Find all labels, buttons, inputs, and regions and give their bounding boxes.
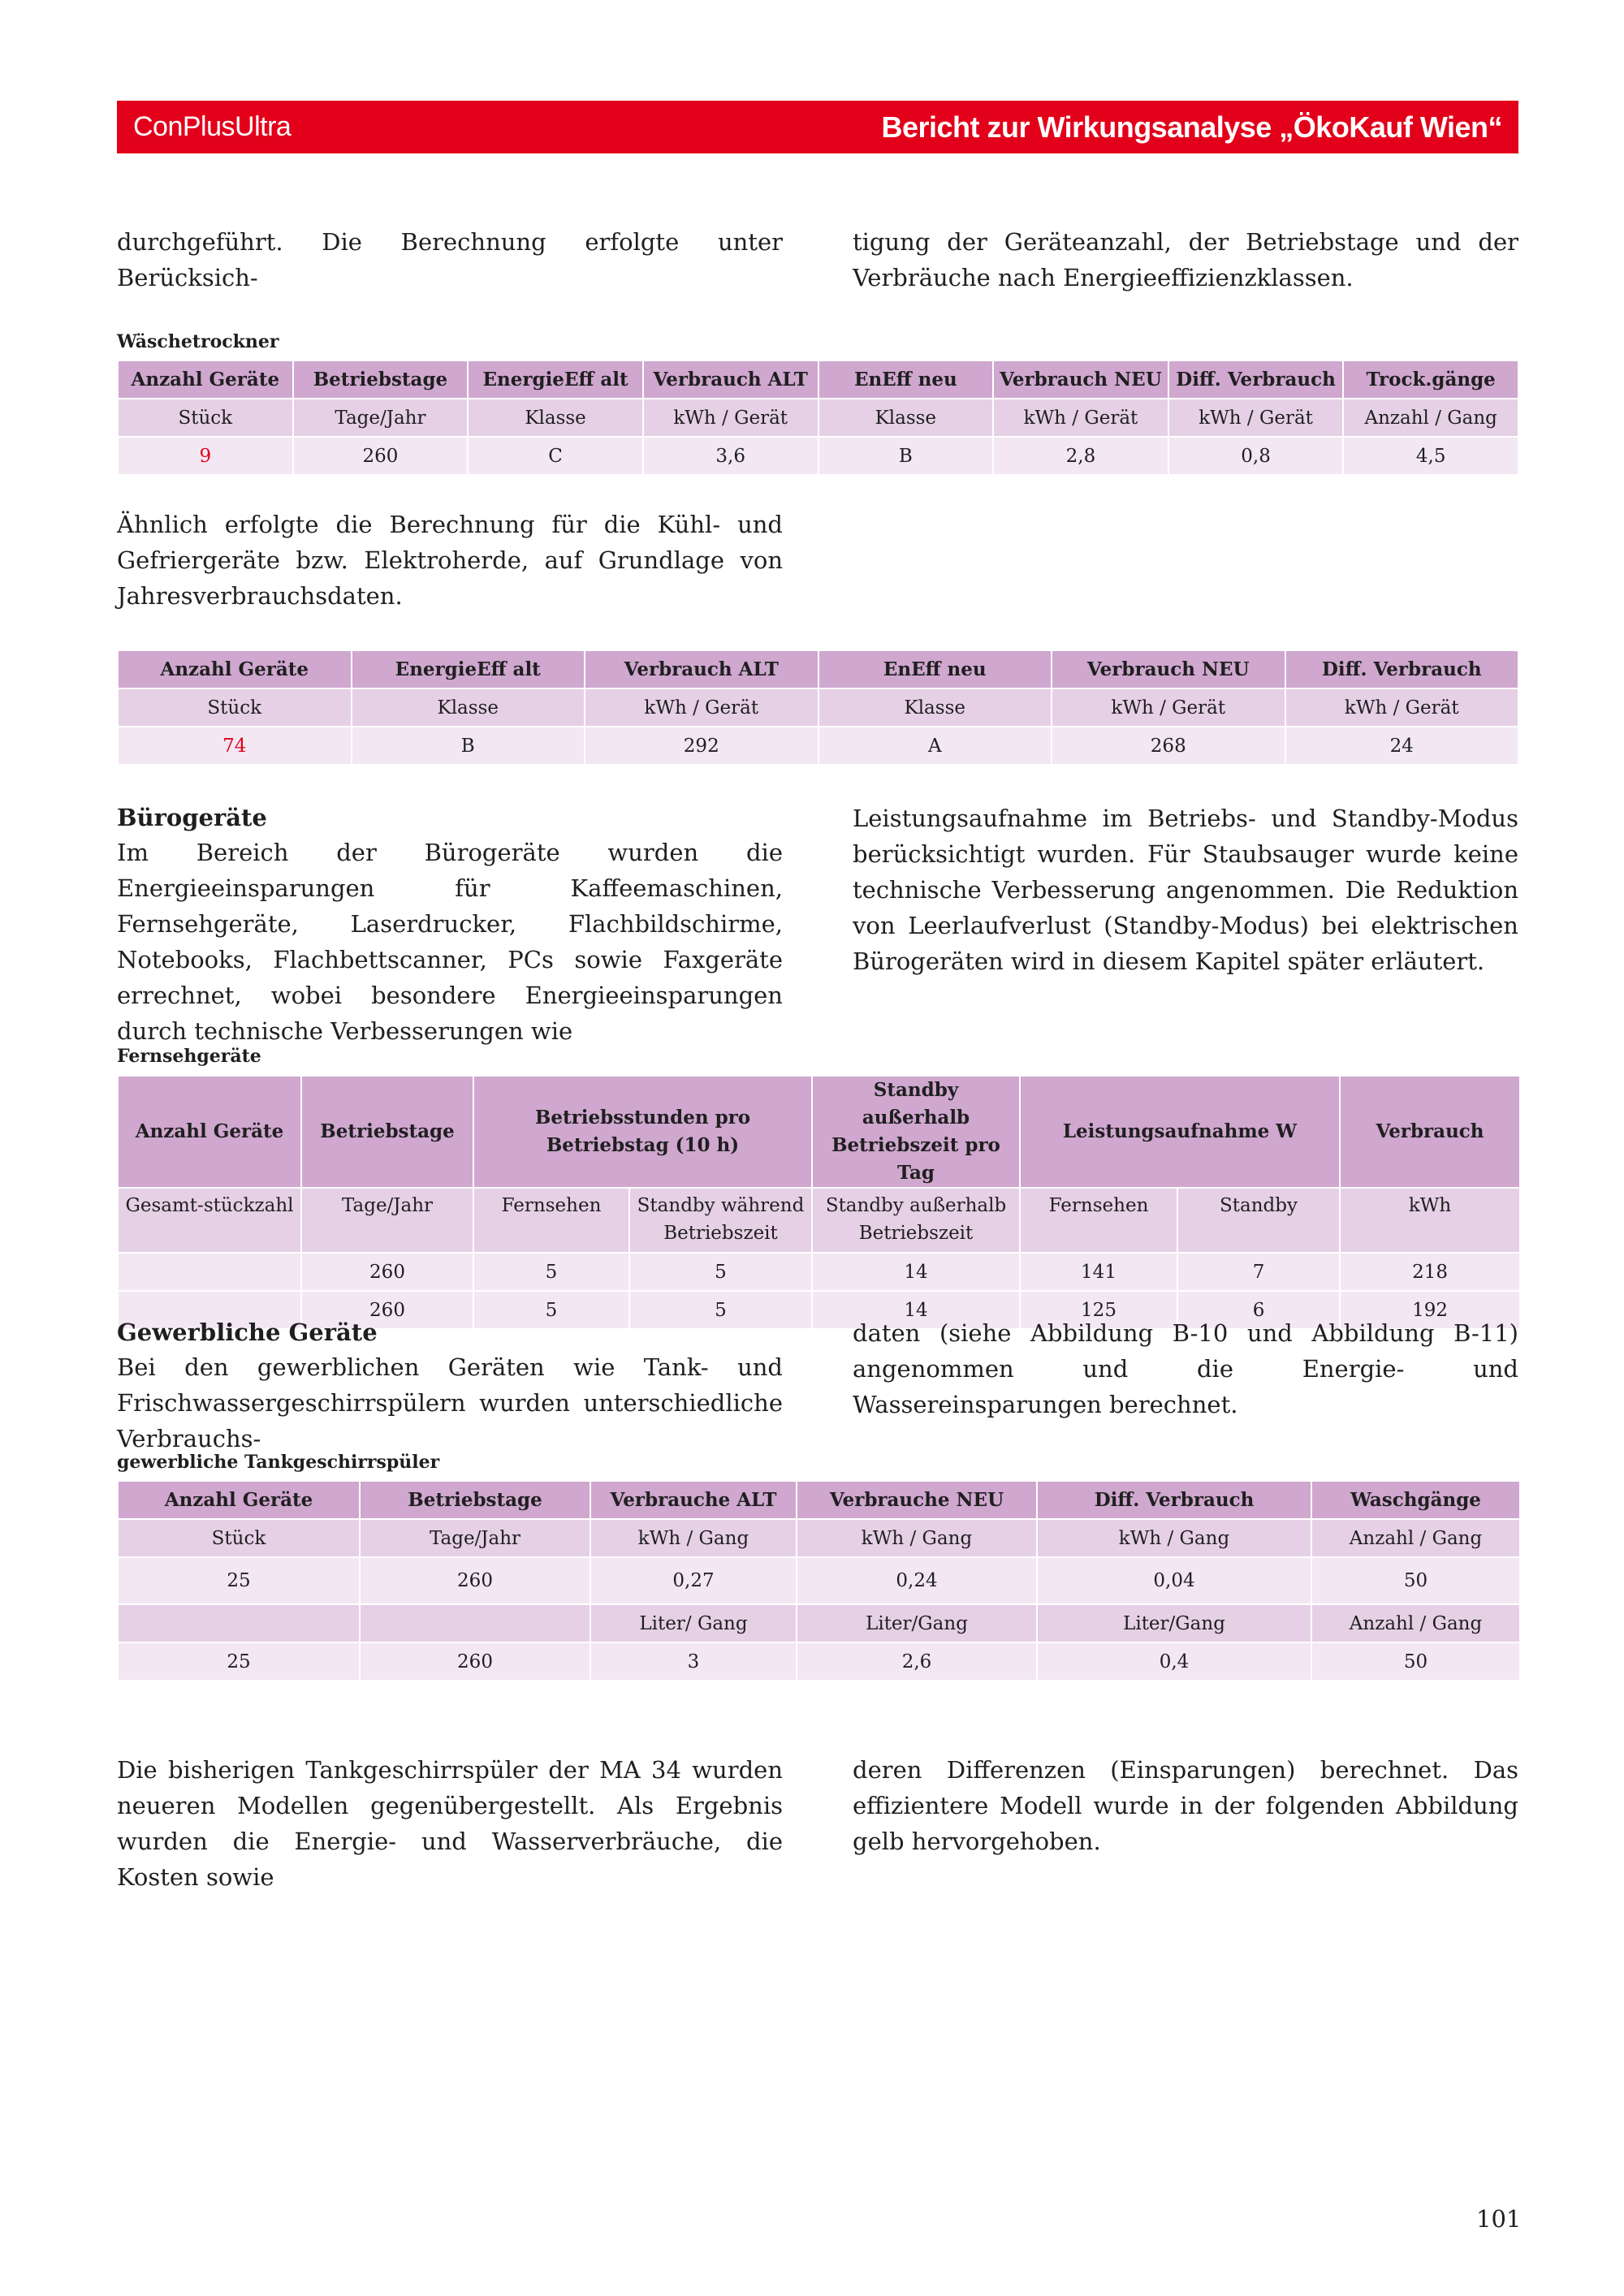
table-header: Verbrauch NEU [993,360,1168,399]
table-cell: Fernsehen [1020,1188,1177,1253]
table-cell: 7 [1177,1253,1340,1291]
table-header: Verbrauche ALT [590,1481,797,1519]
table-cell: Anzahl / Gang [1311,1519,1520,1557]
table-cell: Tage/Jahr [301,1188,473,1253]
table-kuehlgeraete [117,650,1519,766]
table-cell: Liter/Gang [1037,1604,1311,1642]
table-cell: 141 [1020,1253,1177,1291]
table-row [118,1557,1520,1604]
table-tankgeschirrspueler [117,1480,1521,1681]
table-cell: kWh / Gang [797,1519,1037,1557]
table-cell: Liter/ Gang [590,1604,797,1642]
table-cell: 3,6 [643,437,818,475]
table-cell: Stück [118,1519,360,1557]
intro-left-text: durchgeführt. Die Berechnung erfolgte unter Berücksich- [117,228,783,291]
table-cell: kWh / Gang [1037,1519,1311,1557]
table-row [118,1519,1520,1557]
table-cell: kWh / Gang [590,1519,797,1557]
table-cell: 260 [301,1291,473,1329]
table-cell: Anzahl / Gang [1311,1604,1520,1642]
closing-columns [117,1752,1518,1895]
kuehl-paragraph: Ähnlich erfolgte die Berechnung für die Kühl- und Gefriergeräte bzw. Elektroherde, auf Grundlage von Jahresverbrauchsdaten. [117,511,783,610]
table-row [118,399,1518,437]
table-cell: kWh / Gerät [643,399,818,437]
table-cell: Klasse [468,399,643,437]
table-header: Diff. Verbrauch [1168,360,1344,399]
table-cell: 5 [629,1253,812,1291]
table-cell: 125 [1020,1291,1177,1329]
buero-columns [117,801,1518,1049]
table-cell: 50 [1311,1557,1520,1604]
table-cell: 292 [585,727,818,765]
table-cell: 6 [1177,1291,1340,1329]
table-caption-fernsehgeraete: Fernsehgeräte [117,1046,261,1067]
table-row [118,1253,1520,1291]
table-cell: 0,8 [1168,437,1344,475]
section-heading-gewerblich: Gewerbliche Geräte [117,1318,378,1346]
table-cell: Klasse [818,399,994,437]
table-cell: 9 [118,437,293,475]
table-row [118,1188,1520,1253]
table-cell: B [352,727,585,765]
table-cell: 2,8 [993,437,1168,475]
kuehl-columns [117,507,1518,614]
table-row [118,727,1518,765]
table-header: EnergieEff alt [468,360,643,399]
table-header: Anzahl Geräte [118,360,293,399]
table-cell: 14 [812,1253,1020,1291]
table-cell: kWh / Gerät [1168,399,1344,437]
table-cell: Fernsehen [473,1188,629,1253]
table-cell: 74 [118,727,352,765]
table-cell: Standby während Betriebszeit [629,1188,812,1253]
section-heading-buero: Bürogeräte [117,804,267,831]
table-cell: Liter/Gang [797,1604,1037,1642]
table-cell: Standby [1177,1188,1340,1253]
table-cell: 192 [1340,1291,1520,1329]
table-cell: 218 [1340,1253,1520,1291]
buero-right-text: Leistungsaufnahme im Betriebs- und Standby-Modus berücksichtigt wurden. Für Staubsauger wurde keine technische Verbesserung angenommen. Die Reduktion von Leerlaufverlust (Standby-Modus) bei elektrischen Bürogeräten wird in diesem Kapitel später erläutert. [853,805,1518,975]
table-cell: kWh / Gerät [1285,688,1519,727]
table-cell: 268 [1052,727,1285,765]
table-cell: Klasse [352,688,585,727]
report-title: Bericht zur Wirkungsanalyse „ÖkoKauf Wien“ [881,110,1502,144]
table-cell: 5 [473,1291,629,1329]
table-cell: C [468,437,643,475]
table-cell: kWh / Gerät [585,688,818,727]
table-cell: Gesamt-stückzahl [118,1188,301,1253]
table-cell: 260 [293,437,469,475]
table-cell [118,1604,360,1642]
table-cell: Standby außerhalb Betriebszeit [812,1188,1020,1253]
table-caption-waeschetrockner: Wäschetrockner [117,331,279,352]
table-header: Anzahl Geräte [118,1481,360,1519]
gewerblich-right-text: daten (siehe Abbildung B-10 und Abbildung B-11) angenommen und die Energie- und Wassereinsparungen berechnet. [853,1319,1518,1418]
table-cell: 14 [812,1291,1020,1329]
table-cell: 0,04 [1037,1557,1311,1604]
table-cell: 25 [118,1557,360,1604]
buero-left-text: Im Bereich der Bürogeräte wurden die Energieeinsparungen für Kaffeemaschinen, Fernsehgeräte, Laserdrucker, Flachbildschirme, Notebooks, Flachbettscanner, PCs sowie Faxgeräte errechnet, wobei besondere Energieeinsparungen durch technische Verbesserungen wie [117,839,783,1045]
table-cell: kWh / Gerät [993,399,1168,437]
table-cell: 3 [590,1642,797,1681]
table-header: Standby außerhalb Betriebszeit pro Tag [812,1076,1020,1188]
table-cell: Stück [118,688,352,727]
table-row [118,1642,1520,1681]
table-cell [360,1604,590,1642]
table-header: Diff. Verbrauch [1285,650,1519,688]
intro-columns [117,224,1518,296]
table-waeschetrockner [117,360,1519,476]
gewerblich-columns [117,1315,1518,1457]
gewerblich-left-text: Bei den gewerblichen Geräten wie Tank- und Frischwassergeschirrspülern wurden unterschiedliche Verbrauchs- [117,1353,783,1452]
table-row [118,437,1518,475]
table-caption-tankgeschirrspueler: gewerbliche Tankgeschirrspüler [117,1452,440,1473]
table-cell: 260 [360,1557,590,1604]
table-row [118,1604,1520,1642]
table-header: Verbrauch NEU [1052,650,1285,688]
table-header: Diff. Verbrauch [1037,1481,1311,1519]
table-cell: Tage/Jahr [360,1519,590,1557]
table-cell: Klasse [818,688,1052,727]
table-cell: 0,4 [1037,1642,1311,1681]
brand-name: ConPlusUltra [133,111,292,142]
table-header: Betriebstage [293,360,469,399]
table-header: Anzahl Geräte [118,650,352,688]
table-header: Anzahl Geräte [118,1076,301,1188]
table-header: EnEff neu [818,360,994,399]
table-cell: kWh [1340,1188,1520,1253]
table-cell: B [818,437,994,475]
page-header [117,101,1518,153]
table-cell: 4,5 [1343,437,1518,475]
table-header: Verbrauche NEU [797,1481,1037,1519]
table-header: Betriebsstunden pro Betriebstag (10 h) [473,1076,812,1188]
table-header: Verbrauch [1340,1076,1520,1188]
table-cell: kWh / Gerät [1052,688,1285,727]
table-cell: Tage/Jahr [293,399,469,437]
table-cell: 260 [301,1253,473,1291]
table-cell: 24 [1285,727,1519,765]
table-cell: 25 [118,1642,360,1681]
table-header: Verbrauch ALT [585,650,818,688]
page-number: 101 [1476,2205,1522,2233]
table-header: Betriebstage [301,1076,473,1188]
table-header: Verbrauch ALT [643,360,818,399]
table-cell: 50 [1311,1642,1520,1681]
table-row [118,688,1518,727]
table-header: Leistungsaufnahme W [1020,1076,1340,1188]
table-cell: 260 [360,1642,590,1681]
table-cell: 2,6 [797,1642,1037,1681]
intro-right-text: tigung der Geräteanzahl, der Betriebstage und der Verbräuche nach Energieeffizienzklassen. [853,228,1518,291]
table-fernsehgeraete [117,1075,1521,1330]
table-cell: Anzahl / Gang [1343,399,1518,437]
table-header: Waschgänge [1311,1481,1520,1519]
table-header: Betriebstage [360,1481,590,1519]
table-cell [118,1253,301,1291]
table-cell: 0,24 [797,1557,1037,1604]
table-cell: 5 [629,1291,812,1329]
table-cell: 0,27 [590,1557,797,1604]
table-header: EnergieEff alt [352,650,585,688]
table-cell: A [818,727,1052,765]
table-cell: 5 [473,1253,629,1291]
closing-right-text: deren Differenzen (Einsparungen) berechnet. Das effizientere Modell wurde in der folgenden Abbildung gelb hervorgehoben. [853,1756,1518,1855]
closing-left-text: Die bisherigen Tankgeschirrspüler der MA 34 wurden neueren Modellen gegenübergestellt. Als Ergebnis wurden die Energie- und Wasserverbräuche, die Kosten sowie [117,1756,783,1891]
table-cell: Stück [118,399,293,437]
table-header: Trock.gänge [1343,360,1518,399]
table-header: EnEff neu [818,650,1052,688]
